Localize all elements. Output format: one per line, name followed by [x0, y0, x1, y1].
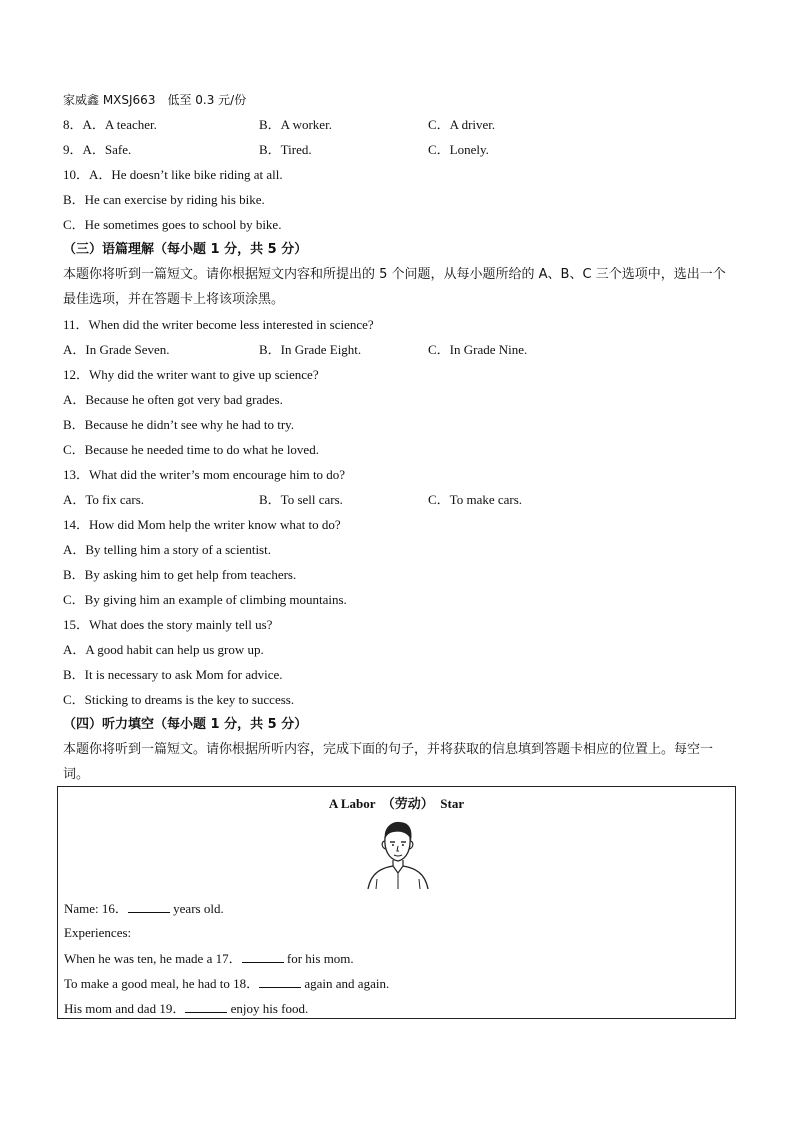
section-3-heading: （三）语篇理解（每小题 1 分，共 5 分） — [63, 242, 308, 257]
blank-17[interactable] — [242, 950, 284, 963]
q11-option-a: A．In Grade Seven. — [63, 342, 170, 357]
q14-stem: 14．How did Mom help the writer know what to do? — [63, 517, 341, 532]
q8-option-a: 8．A．A teacher. — [63, 117, 157, 132]
q9-option-a: 9．A．Safe. — [63, 142, 132, 157]
fill-line-16 — [64, 900, 224, 917]
section-4-instruction: 本题你将听到一篇短文。请你根据所听内容，完成下面的句子，并将获取的信息填到答题卡相应的位置上。每空一词。 — [63, 742, 714, 782]
blank-18[interactable] — [259, 975, 301, 988]
line-17-suffix: for his mom. — [283, 951, 354, 966]
q14-option-c: C．By giving him an example of climbing mountains. — [63, 592, 347, 607]
line-18-prefix: To make a good meal, he had to 18． — [64, 976, 260, 991]
line-16-suffix: years old. — [169, 901, 224, 916]
q15-stem: 15．What does the story mainly tell us? — [63, 617, 273, 632]
experiences-label: Experiences: — [64, 925, 132, 940]
fill-line-17 — [64, 950, 354, 967]
q13-option-b: B．To sell cars. — [259, 492, 343, 507]
q15-option-a: A．A good habit can help us grow up. — [63, 642, 264, 657]
line-19-prefix: His mom and dad 19． — [64, 1001, 186, 1016]
section-3-instruction: 本题你将听到一篇短文。请你根据短文内容和所提出的 5 个问题，从每小题所给的 A、B、C 三个选项中，选出一个最佳选项，并在答题卡上将该项涂黑。 — [63, 267, 726, 307]
line-16-prefix: Name: 16． — [64, 901, 128, 916]
q11-stem: 11．When did the writer become less interested in science? — [63, 317, 374, 332]
line-18-suffix: again and again. — [301, 976, 390, 991]
q12-option-b: B．Because he didn’t see why he had to try. — [63, 417, 295, 432]
q9-option-c: C．Lonely. — [428, 142, 489, 157]
q11-option-c: C．In Grade Nine. — [428, 342, 528, 357]
q12-option-c: C．Because he needed time to do what he loved. — [63, 442, 319, 457]
q10-option-a: 10．A．He doesn’t like bike riding at all. — [63, 167, 283, 182]
header-text: 家威鑫 MXSJ663 低至 0.3 元/份 — [63, 93, 247, 107]
q13-stem: 13．What did the writer’s mom encourage him to do? — [63, 467, 346, 482]
q9-option-b: B．Tired. — [259, 142, 312, 157]
blank-19[interactable] — [185, 1000, 227, 1013]
line-19-suffix: enjoy his food. — [227, 1001, 309, 1016]
section-4-heading: （四）听力填空（每小题 1 分，共 5 分） — [63, 717, 308, 732]
boy-portrait-icon — [363, 819, 431, 889]
fill-line-19 — [64, 1000, 308, 1017]
fill-line-18 — [64, 975, 389, 992]
q10-option-b: B．He can exercise by riding his bike. — [63, 192, 265, 207]
box-title: A Labor （劳动） Star — [328, 796, 465, 811]
q14-option-a: A．By telling him a story of a scientist. — [63, 542, 271, 557]
blank-16[interactable] — [128, 900, 170, 913]
line-17-prefix: When he was ten, he made a 17． — [64, 951, 242, 966]
q15-option-c: C．Sticking to dreams is the key to success. — [63, 692, 295, 707]
q15-option-b: B．It is necessary to ask Mom for advice. — [63, 667, 283, 682]
q8-option-b: B．A worker. — [259, 117, 332, 132]
q10-option-c: C．He sometimes goes to school by bike. — [63, 217, 282, 232]
q14-option-b: B．By asking him to get help from teachers. — [63, 567, 297, 582]
labor-star-box — [57, 786, 736, 1019]
q11-option-b: B．In Grade Eight. — [259, 342, 362, 357]
q8-option-c: C．A driver. — [428, 117, 496, 132]
q12-option-a: A．Because he often got very bad grades. — [63, 392, 283, 407]
q13-option-a: A．To fix cars. — [63, 492, 145, 507]
q12-stem: 12．Why did the writer want to give up science? — [63, 367, 319, 382]
q13-option-c: C．To make cars. — [428, 492, 523, 507]
